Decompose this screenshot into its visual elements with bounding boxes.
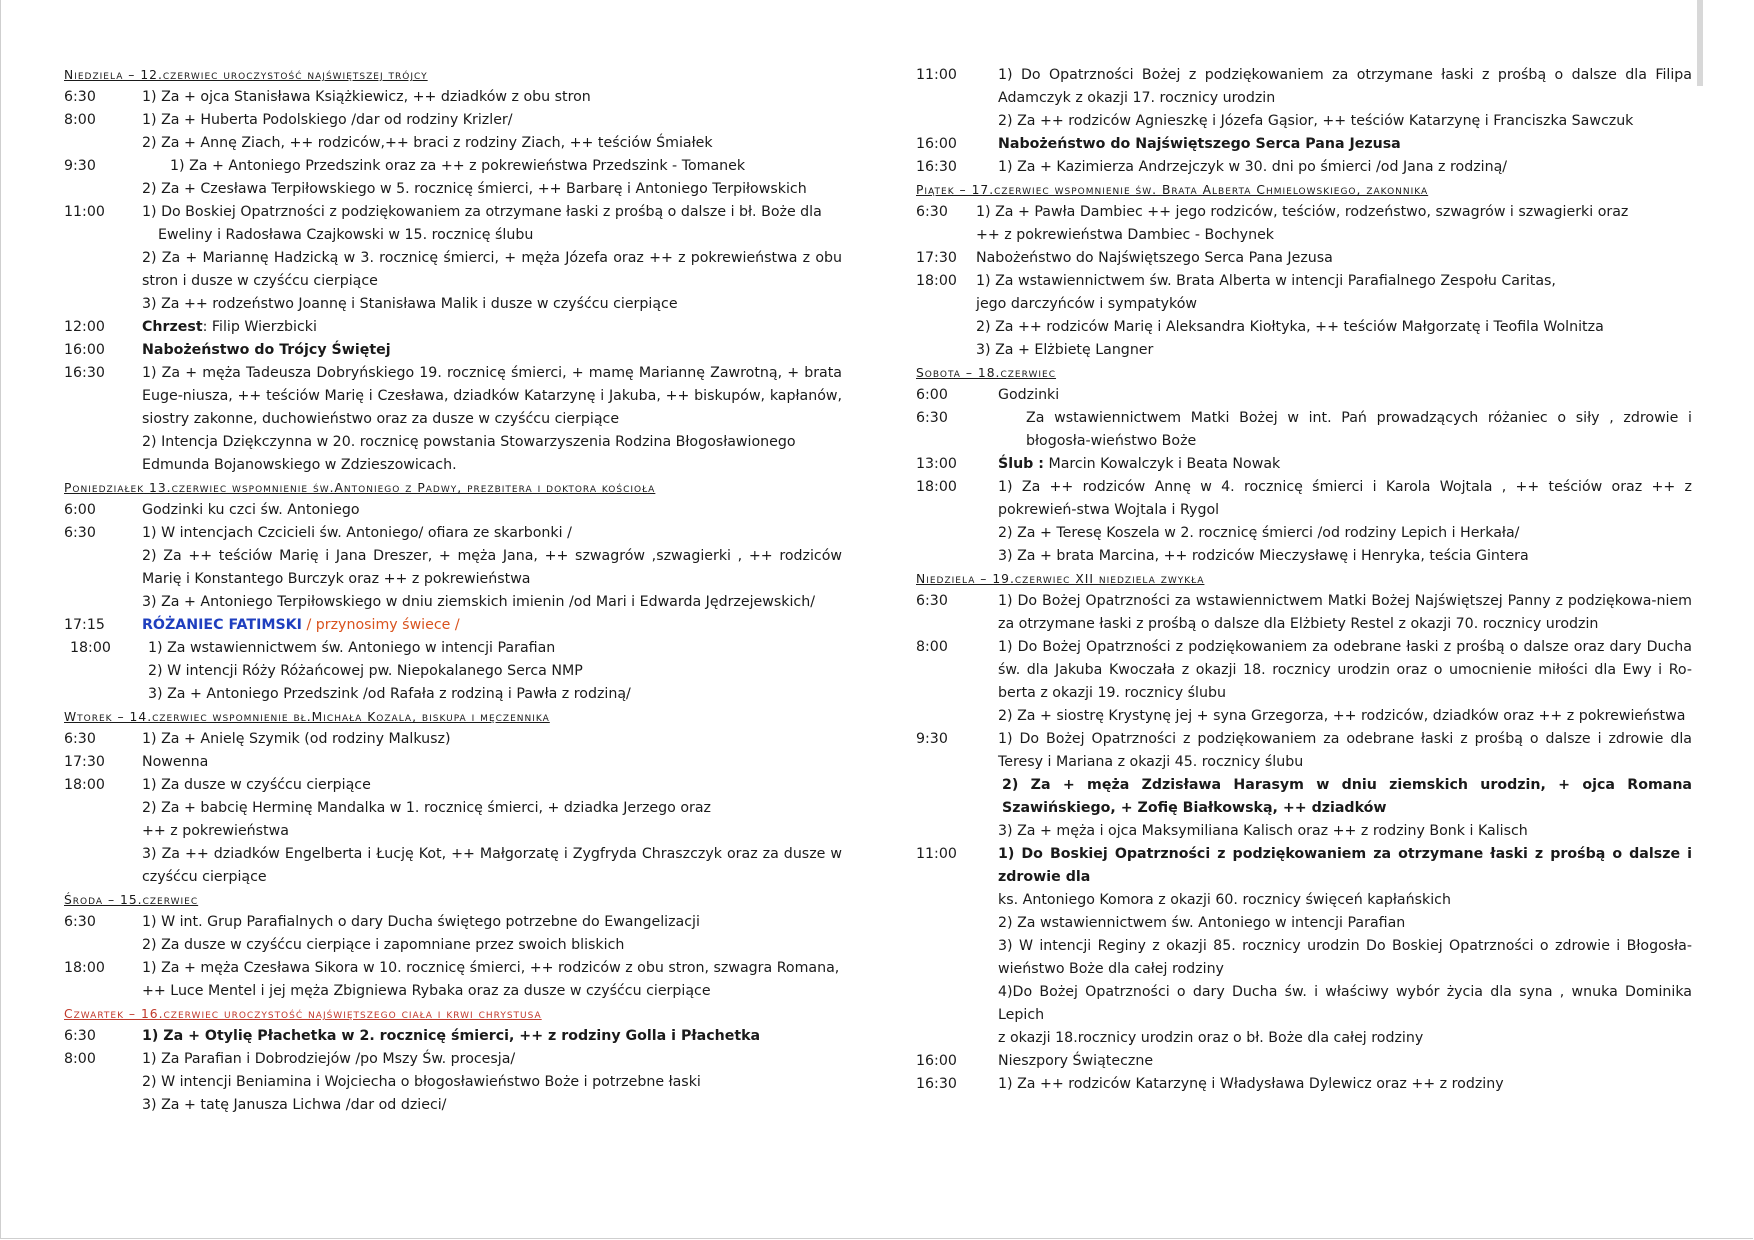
intention-line: 2) Za + Annę Ziach, ++ rodziców,++ braci z rodziny Ziach, ++ teściów Śmiałek	[142, 135, 713, 151]
mass-time: 18:00	[916, 273, 957, 289]
mass-time: 16:00	[916, 136, 957, 152]
mass-intentions	[148, 637, 842, 706]
intention-line: 3) Za + Antoniego Przedszink /od Rafała z rodziną i Pawła z rodziną/	[148, 686, 631, 702]
mass-intentions	[998, 1073, 1692, 1096]
mass-entry	[916, 407, 1692, 453]
mass-entry	[916, 843, 1692, 1050]
intention-line: 1) Za + ojca Stanisława Książkiewicz, ++ dziadków z obu stron	[142, 89, 591, 105]
intention-line: Godzinki ku czci św. Antoniego	[142, 502, 360, 518]
day-header	[64, 706, 842, 728]
mass-entry	[916, 590, 1692, 636]
mass-intentions	[998, 453, 1692, 476]
intention-line: 2) Za dusze w czyśćcu cierpiące i zapomniane przez swoich bliskich	[142, 937, 625, 953]
intention-line: Godzinki	[998, 387, 1060, 403]
mass-entry	[64, 957, 842, 1003]
intention-line: 3) Za + Antoniego Terpiłowskiego w dniu ziemskich imienin /od Mari i Edwarda Jędrzejewskich/	[142, 594, 815, 610]
intention-line: 1) Za + Pawła Dambiec ++ jego rodziców, teściów, rodzeństwo, szwagrów i szwagierki oraz	[976, 204, 1629, 220]
mass-entry	[916, 728, 1692, 843]
intention-line: Za wstawiennictwem Matki Bożej w int. Pań prowadzących różaniec o siły , zdrowie i błogosła-wieństwo Boże	[1026, 410, 1692, 449]
day-title: Czwartek – 16.czerwiec uroczystość najświętszego ciała i krwi chrystusa	[64, 1007, 542, 1021]
mass-time: 6:30	[916, 204, 948, 220]
mass-time: 18:00	[64, 960, 105, 976]
mass-entry	[64, 614, 842, 637]
intention-line: 1) Do Bożej Opatrzności z podziękowaniem za odebrane łaski z prośbą o dalsze i zdrowie dla Teresy i Mariana z okazji 45. rocznicy ślubu	[998, 731, 1692, 770]
mass-intentions	[142, 86, 842, 109]
mass-time: 6:30	[64, 914, 96, 930]
mass-entry	[916, 201, 1692, 247]
intention-line: 3) Za + brata Marcina, ++ rodziców Mieczysławę i Henryka, teścia Gintera	[998, 548, 1529, 564]
mass-entry	[916, 247, 1692, 270]
mass-intentions	[142, 728, 842, 751]
mass-entry	[916, 156, 1692, 179]
mass-time: 6:30	[916, 593, 948, 609]
mass-time: 8:00	[916, 639, 948, 655]
mass-entry	[64, 155, 842, 201]
intention-line: Nabożeństwo do Trójcy Świętej	[142, 342, 391, 358]
intention-line: Nowenna	[142, 754, 209, 770]
intention-text: Marcin Kowalczyk i Beata Nowak	[1043, 456, 1281, 472]
intention-line: 1) Za ++ rodziców Katarzynę i Władysława Dylewicz oraz ++ z rodziny	[998, 1076, 1504, 1092]
mass-time: 6:00	[64, 502, 96, 518]
day-title: Poniedziałek 13.czerwiec wspomnienie św.Antoniego z Padwy, prezbitera i doktora kościoła	[64, 481, 656, 495]
mass-time: 17:30	[916, 250, 957, 266]
mass-time: 16:00	[64, 342, 105, 358]
mass-intentions	[142, 1025, 842, 1048]
mass-intentions	[142, 1048, 842, 1117]
mass-intentions	[142, 316, 842, 339]
left-column	[64, 64, 842, 1117]
mass-time: 11:00	[916, 67, 957, 83]
mass-time: 6:30	[64, 89, 96, 105]
mass-time: 13:00	[916, 456, 957, 472]
intention-line: 2) Za + siostrę Krystynę jej + syna Grzegorza, ++ rodziców, dziadków oraz ++ z pokrewieństwa	[998, 708, 1686, 724]
mass-entry	[916, 1050, 1692, 1073]
intention-line: 1) W int. Grup Parafialnych o dary Ducha świętego potrzebne do Ewangelizacji	[142, 914, 700, 930]
intention-line: jego darczyńców i sympatyków	[976, 296, 1198, 312]
mass-intentions	[142, 957, 842, 1003]
intention-line: 1) Za + Otylię Płachetka w 2. rocznicę śmierci, ++ z rodziny Golla i Płachetka	[142, 1028, 761, 1044]
mass-time: 6:30	[64, 1028, 96, 1044]
intention-line: 1) Za + męża Tadeusza Dobryńskiego 19. rocznicę śmierci, + mamę Mariannę Zawrotną, + brata Euge-niusza, ++ teściów Marię i Czesława, dziadków Katarzynę i Jakuba, ++ biskupów, kapłanów, siostry zakonne, duchowieństwo oraz za dusze w czyśćcu cierpiące	[142, 365, 842, 427]
intention-line: 2) Za + Mariannę Hadzicką w 3. rocznicę śmierci, + męża Józefa oraz ++ z pokrewieństwa z obu stron i dusze w czyśćcu cierpiące	[142, 250, 842, 289]
mass-time: 16:30	[916, 159, 957, 175]
intention-line: z okazji 18.rocznicy urodzin oraz o bł. Boże dla całej rodziny	[998, 1030, 1424, 1046]
intention-line: 1) Za ++ rodziców Annę w 4. rocznicę śmierci i Karola Wojtala , ++ teściów oraz ++ z pokrewień-stwa Wojtala i Rygol	[998, 479, 1692, 518]
mass-intentions	[142, 751, 842, 774]
mass-time: 16:30	[916, 1076, 957, 1092]
intention-line: 3) Za ++ rodzeństwo Joannę i Stanisława Malik i dusze w czyśćcu cierpiące	[142, 296, 678, 312]
mass-intentions	[998, 133, 1692, 156]
intention-line: 2) Intencja Dziękczynna w 20. rocznicę powstania Stowarzyszenia Rodzina Błogosławionego	[142, 434, 796, 450]
mass-entry	[64, 362, 842, 477]
intention-line: 2) Za + Czesława Terpiłowskiego w 5. rocznicę śmierci, ++ Barbarę i Antoniego Terpiłowskich	[142, 181, 807, 197]
mass-intentions	[976, 247, 1692, 270]
intention-line: 2) Za ++ rodziców Marię i Aleksandra Kiołtyka, ++ teściów Małgorzatę i Teofila Wolnitza	[976, 319, 1604, 335]
intention-line: 3) Za + Elżbietę Langner	[976, 342, 1154, 358]
mass-intentions	[998, 843, 1692, 1050]
intention-line: 4)Do Bożej Opatrzności o dary Ducha św. i właściwy wybór życia dla syna , wnuka Dominika Lepich	[998, 984, 1692, 1023]
day-header	[916, 179, 1692, 201]
mass-intentions	[142, 155, 842, 201]
rosary-label: RÓŻANIEC FATIMSKI	[142, 617, 302, 633]
intention-line: 1) Do Opatrzności Bożej z podziękowaniem za otrzymane łaski z prośbą o dalsze dla Filipa Adamczyk z okazji 17. rocznicy urodzin	[998, 67, 1692, 106]
mass-entry	[64, 86, 842, 109]
mass-intentions	[142, 499, 842, 522]
intention-line: 1) Za + Huberta Podolskiego /dar od rodziny Krizler/	[142, 112, 513, 128]
mass-intentions	[998, 1050, 1692, 1073]
intention-line: Nabożeństwo do Najświętszego Serca Pana Jezusa	[998, 136, 1401, 152]
mass-intentions	[998, 636, 1692, 728]
mass-intentions	[976, 270, 1692, 362]
intention-line: ++ z pokrewieństwa Dambiec - Bochynek	[976, 227, 1275, 243]
mass-intentions	[998, 728, 1692, 843]
intention-line: 2) W intencji Beniamina i Wojciecha o błogosławieństwo Boże i potrzebne łaski	[142, 1074, 701, 1090]
intention-label: Chrzest	[142, 319, 203, 335]
scrollbar[interactable]	[1697, 0, 1703, 86]
intention-line: 2) W intencji Róży Różańcowej pw. Niepokalanego Serca NMP	[148, 663, 583, 679]
intention-line: 1) Za + Antoniego Przedszink oraz za ++ z pokrewieństwa Przedszink - Tomanek	[170, 158, 746, 174]
mass-entry	[64, 316, 842, 339]
intention-text: : Filip Wierzbicki	[202, 319, 317, 335]
mass-entry	[64, 774, 842, 889]
mass-intentions	[142, 911, 842, 957]
intention-line: 3) Za + tatę Janusza Lichwa /dar od dzieci/	[142, 1097, 447, 1113]
mass-entry	[916, 476, 1692, 568]
mass-intentions	[976, 201, 1692, 247]
mass-entry	[64, 728, 842, 751]
mass-intentions	[142, 201, 842, 316]
mass-time: 17:15	[64, 617, 105, 633]
intention-line: 2) Za ++ rodziców Agnieszkę i Józefa Gąsior, ++ teściów Katarzynę i Franciszka Sawczuk	[998, 113, 1634, 129]
mass-intentions	[142, 362, 842, 477]
intention-line: 1) Do Boskiej Opatrzności z podziękowaniem za otrzymane łaski z prośbą o dalsze i zdrowie dla	[998, 846, 1692, 885]
intention-line: 1) Za dusze w czyśćcu cierpiące	[142, 777, 371, 793]
mass-intentions	[998, 407, 1692, 453]
mass-intentions	[998, 590, 1692, 636]
mass-entry	[916, 133, 1692, 156]
rosary-note: / przynosimy świece /	[301, 617, 460, 633]
mass-intentions	[142, 339, 842, 362]
intention-line: 1) Za + Anielę Szymik (od rodziny Malkusz)	[142, 731, 451, 747]
mass-time: 6:30	[64, 731, 96, 747]
mass-entry	[916, 1073, 1692, 1096]
day-header	[64, 64, 842, 86]
intention-line: 1) Za + męża Czesława Sikora w 10. rocznicę śmierci, ++ rodziców z obu stron, szwagra Romana,	[142, 960, 840, 976]
intention-line: ++ z pokrewieństwa	[142, 823, 289, 839]
mass-time: 18:00	[64, 777, 105, 793]
mass-entry	[64, 522, 842, 614]
mass-intentions	[142, 522, 842, 614]
intention-line: ++ Luce Mentel i jej męża Zbigniewa Rybaka oraz za dusze w czyśćcu cierpiące	[142, 983, 711, 999]
intention-line	[142, 614, 842, 637]
mass-time: 18:00	[916, 479, 957, 495]
right-column	[916, 64, 1692, 1096]
intention-line: 1) Do Bożej Opatrzności z podziękowaniem za odebrane łaski z prośbą o dalsze oraz dary Ducha św. dla Jakuba Kwoczała z okazji 18. rocznicy urodzin oraz o umocnienie miłości dla Ewy i Ro-berta z okazji 19. rocznicy ślubu	[998, 639, 1692, 701]
intention-line: 2) Za + babcię Herminę Mandalka w 1. rocznicę śmierci, + dziadka Jerzego oraz	[142, 800, 711, 816]
day-header	[64, 477, 842, 499]
mass-time: 18:00	[70, 640, 111, 656]
day-title: Niedziela – 19.czerwiec XII niedziela zwykła	[916, 572, 1205, 586]
mass-intentions	[142, 109, 842, 155]
intention-line: 3) Za ++ dziadków Engelberta i Łucję Kot, ++ Małgorzatę i Zygfryda Chraszczyk oraz za dusze w czyśćcu cierpiące	[142, 846, 842, 885]
mass-time: 11:00	[916, 846, 957, 862]
intention-line: 1) Za wstawiennictwem św. Brata Alberta w intencji Parafialnego Zespołu Caritas,	[976, 273, 1556, 289]
intention-line: 1) Za Parafian i Dobrodziejów /po Mszy Św. procesja/	[142, 1051, 516, 1067]
intention-line: 2) Za wstawiennictwem św. Antoniego w intencji Parafian	[998, 915, 1406, 931]
day-title: Sobota – 18.czerwiec	[916, 366, 1057, 380]
mass-intentions	[998, 384, 1692, 407]
mass-time: 6:30	[916, 410, 948, 426]
intention-line: ks. Antoniego Komora z okazji 60. rocznicy święceń kapłańskich	[998, 892, 1451, 908]
intention-line: 1) Do Bożej Opatrzności za wstawiennictwem Matki Bożej Najświętszej Panny z podziękowa-niem za otrzymane łaski z prośbą o dalsze dla Elżbiety Restel z okazji 70. rocznicy urodzin	[998, 593, 1692, 632]
mass-entry	[64, 499, 842, 522]
intention-line	[142, 316, 842, 339]
intention-line: 1) Za wstawiennictwem św. Antoniego w intencji Parafian	[148, 640, 556, 656]
mass-entry	[916, 453, 1692, 476]
mass-time: 6:00	[916, 387, 948, 403]
mass-entry	[64, 911, 842, 957]
mass-time: 8:00	[64, 112, 96, 128]
intention-line: 1) W intencjach Czcicieli św. Antoniego/ ofiara ze skarbonki /	[142, 525, 572, 541]
intention-line: 2) Za + Teresę Koszela w 2. rocznicę śmierci /od rodziny Lepich i Herkała/	[998, 525, 1520, 541]
mass-time: 9:30	[64, 158, 96, 174]
mass-entry	[64, 109, 842, 155]
mass-entry	[916, 270, 1692, 362]
day-header	[916, 362, 1692, 384]
day-header	[916, 568, 1692, 590]
intention-label: Ślub :	[998, 456, 1044, 472]
mass-intentions	[142, 774, 842, 889]
mass-entry	[64, 339, 842, 362]
mass-intentions	[142, 614, 842, 637]
mass-time: 9:30	[916, 731, 948, 747]
mass-time: 12:00	[64, 319, 105, 335]
mass-entry	[916, 64, 1692, 133]
day-title: Piątek – 17.czerwiec wspomnienie św. Brata Alberta Chmielowskiego, zakonnika	[916, 183, 1429, 197]
intention-line: Nieszpory Świąteczne	[998, 1053, 1154, 1069]
mass-entry	[64, 201, 842, 316]
day-title: Środa – 15.czerwiec	[64, 893, 199, 907]
mass-entry	[64, 751, 842, 774]
mass-time: 8:00	[64, 1051, 96, 1067]
intention-line: 2) Za ++ teściów Marię i Jana Dreszer, + męża Jana, ++ szwagrów ,szwagierki , ++ rodziców Marię i Konstantego Burczyk oraz ++ z pokrewieństwa	[142, 548, 842, 587]
mass-time: 16:00	[916, 1053, 957, 1069]
mass-entry	[916, 384, 1692, 407]
mass-entry	[916, 636, 1692, 728]
mass-intentions	[998, 64, 1692, 133]
intention-line: Nabożeństwo do Najświętszego Serca Pana Jezusa	[976, 250, 1333, 266]
mass-entry	[64, 1048, 842, 1117]
mass-time: 16:30	[64, 365, 105, 381]
intention-line: 3) Za + męża i ojca Maksymiliana Kalisch oraz ++ z rodziny Bonk i Kalisch	[998, 823, 1528, 839]
day-header	[64, 1003, 842, 1025]
mass-time: 6:30	[64, 525, 96, 541]
mass-intentions	[998, 476, 1692, 568]
mass-entry	[64, 1025, 842, 1048]
intention-line: 3) W intencji Reginy z okazji 85. rocznicy urodzin Do Boskiej Opatrzności o zdrowie i Błogosła-wieństwo Boże dla całej rodziny	[998, 938, 1692, 977]
day-header	[64, 889, 842, 911]
intention-line: 1) Do Boskiej Opatrzności z podziękowaniem za otrzymane łaski z prośbą o dalsze i bł. Boże dla	[142, 204, 822, 220]
intention-line: Edmunda Bojanowskiego w Zdzieszowicach.	[142, 457, 457, 473]
day-title: Wtorek – 14.czerwiec wspomnienie bł.Michała Kozala, biskupa i męczennika	[64, 710, 550, 724]
intention-line: 1) Za + Kazimierza Andrzejczyk w 30. dni po śmierci /od Jana z rodziną/	[998, 159, 1508, 175]
intention-line	[998, 453, 1692, 476]
mass-intentions	[998, 156, 1692, 179]
intention-line: Eweliny i Radosława Czajkowski w 15. rocznicę ślubu	[158, 227, 534, 243]
day-title: Niedziela – 12.czerwiec uroczystość najświętszej trójcy	[64, 68, 428, 82]
mass-entry	[64, 637, 842, 706]
mass-time: 11:00	[64, 204, 105, 220]
intention-line: 2) Za + męża Zdzisława Harasym w dniu ziemskich urodzin, + ojca Romana Szawińskiego, + Zofię Białkowską, ++ dziadków	[1002, 777, 1692, 816]
mass-time: 17:30	[64, 754, 105, 770]
